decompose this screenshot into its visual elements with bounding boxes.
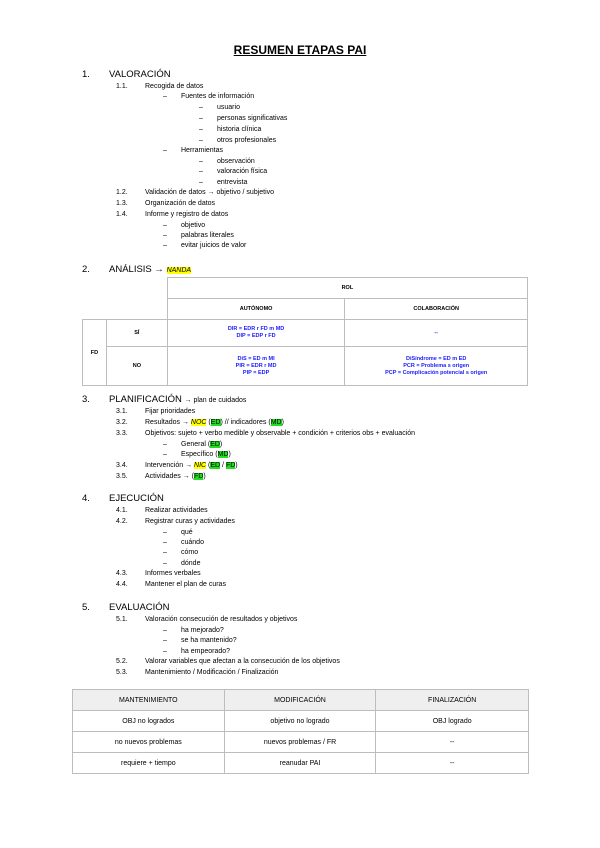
item-5-1-text: Valoración consecución de resultados y objetivos (145, 616, 298, 623)
bullet-dash: – (163, 637, 167, 644)
table-cell: OBJ logrado (376, 711, 529, 732)
nanda-highlight: NANDA (166, 267, 192, 274)
bullet-dash: – (163, 648, 167, 655)
item-1-3-number: 1.3. (116, 200, 128, 207)
bullet-dash: – (199, 137, 203, 144)
list-item: otros profesionales (217, 137, 277, 144)
section-5-title: EVALUACIÓN (109, 602, 170, 613)
table-cell: -- (376, 753, 529, 774)
text-segment: General ( (181, 441, 211, 448)
bullet-dash: – (163, 147, 167, 154)
noc-highlight: NOC (190, 419, 207, 426)
diagnosis-line: DiS = ED m MI (237, 355, 275, 362)
section-2-title-text: ANÁLISIS → (109, 264, 164, 275)
finalizacion-header: FINALIZACIÓN (376, 690, 529, 711)
herramientas-label: Herramientas (181, 147, 224, 154)
table-row (73, 732, 529, 753)
list-item: ha empeorado? (181, 648, 231, 655)
no-colaboracion-cell (345, 347, 528, 386)
md-highlight: MD (270, 419, 282, 426)
bullet-dash: – (163, 93, 167, 100)
item-1-1-number: 1.1. (116, 83, 128, 90)
bullet-dash: – (163, 232, 167, 239)
diagnosis-line: PCP = Complicación potencial s origen (385, 369, 488, 376)
item-3-4-number: 3.4. (116, 462, 128, 469)
item-5-3-number: 5.3. (116, 669, 128, 676)
bullet-dash: – (163, 549, 167, 556)
text-segment: ( (206, 462, 211, 469)
diagnosis-line: PIR = EDR r MD (235, 362, 277, 369)
si-header: SÍ (106, 320, 167, 347)
item-4-3-number: 4.3. (116, 570, 128, 577)
item-3-3-number: 3.3. (116, 430, 128, 437)
text-segment: ) (235, 462, 238, 469)
item-3-5-text (145, 473, 206, 480)
text-segment: ) (228, 451, 231, 458)
nic-highlight: NIC (194, 462, 207, 469)
table-cell: reanudar PAI (224, 753, 376, 774)
bullet-dash: – (199, 104, 203, 111)
item-3-2-number: 3.2. (116, 419, 128, 426)
item-3-3-text: Objetivos: sujeto + verbo medible y observable + condición + criterios obs + evaluación (145, 430, 416, 437)
bullet-dash: – (163, 539, 167, 546)
list-item: entrevista (217, 179, 248, 186)
rol-header: ROL (167, 278, 527, 299)
table-cell: objetivo no logrado (224, 711, 376, 732)
bullet-dash: – (199, 115, 203, 122)
diagnosis-line: PCR = Problema s origen (403, 362, 470, 369)
list-item: cuándo (181, 539, 204, 546)
fuentes-label: Fuentes de información (181, 93, 255, 100)
modificacion-header: MODIFICACIÓN (224, 690, 376, 711)
diagnosis-line: DIR = EDR r FD m MD (227, 326, 285, 332)
item-3-2-text (145, 419, 284, 426)
list-item: historia clínica (217, 126, 262, 133)
text-segment: ) (203, 473, 206, 480)
ed-highlight: ED (210, 419, 221, 426)
bullet-dash: – (163, 222, 167, 229)
section-2-number: 2. (82, 264, 90, 275)
diagnosis-line: PIP = EDP (242, 369, 270, 376)
bullet-dash: – (199, 179, 203, 186)
section-4-title: EJECUCIÓN (109, 493, 164, 504)
bullet-dash: – (199, 126, 203, 133)
text-segment: ) (281, 419, 284, 426)
item-4-4-text: Mantener el plan de curas (145, 581, 226, 588)
section-2-title (109, 264, 191, 275)
item-3-1-number: 3.1. (116, 408, 128, 415)
mantenimiento-header: MANTENIMIENTO (73, 690, 225, 711)
table-row (73, 711, 529, 732)
list-item: ha mejorado? (181, 627, 224, 634)
list-item: valoración física (217, 168, 268, 175)
text-segment: / (220, 462, 226, 469)
autonomo-header: AUTÓNOMO (167, 299, 345, 320)
md-highlight: MD (217, 451, 229, 458)
list-item: dónde (181, 560, 201, 567)
text-segment: Intervención → (145, 462, 195, 469)
item-4-2-text: Registrar curas y actividades (145, 518, 235, 525)
section-1-number: 1. (82, 69, 90, 80)
item-5-1-number: 5.1. (116, 616, 128, 623)
ed-highlight: ED (210, 441, 220, 448)
item-5-2-number: 5.2. (116, 658, 128, 665)
text-segment: ( (206, 419, 211, 426)
section-5-number: 5. (82, 602, 90, 613)
item-1-1-text: Recogida de datos (145, 83, 204, 90)
bullet-dash: – (163, 242, 167, 249)
no-header: NO (106, 347, 167, 386)
page-title: RESUMEN ETAPAS PAI (233, 43, 367, 57)
section-3-number: 3. (82, 394, 90, 405)
outcome-table (72, 689, 529, 774)
colaboracion-header: COLABORACIÓN (345, 299, 528, 320)
section-1-title: VALORACIÓN (109, 69, 171, 80)
text-segment: Específico ( (181, 451, 218, 458)
table-empty-corner (83, 278, 168, 299)
item-3-1-text: Fijar prioridades (145, 408, 196, 415)
no-autonomo-cell (167, 347, 345, 386)
text-segment: Actividades → ( (145, 473, 195, 480)
section-3-title (109, 394, 246, 405)
bullet-dash: – (199, 168, 203, 175)
diagnosis-line: DIP = EDP r FD (236, 333, 276, 339)
item-4-4-number: 4.4. (116, 581, 128, 588)
bullet-dash: – (163, 560, 167, 567)
fd-highlight: FD (194, 473, 204, 480)
list-item: palabras literales (181, 232, 234, 239)
item-3-4-text (145, 462, 238, 469)
item-1-4-text: Informe y registro de datos (145, 211, 229, 218)
general-item (181, 441, 222, 448)
diagnosis-line: DiSíndrome = ED m ED (406, 355, 467, 362)
table-row (73, 753, 529, 774)
item-4-1-text: Realizar actividades (145, 507, 208, 514)
list-item: objetivo (181, 222, 206, 229)
item-3-5-number: 3.5. (116, 473, 128, 480)
list-item: se ha mantenido? (181, 637, 237, 644)
bullet-dash: – (163, 529, 167, 536)
section-3-title-suffix: → plan de cuidados (184, 397, 247, 404)
item-1-4-number: 1.4. (116, 211, 128, 218)
si-colaboracion-cell: -- (345, 320, 528, 347)
especifico-item (181, 451, 231, 458)
fd-header: FD (83, 320, 107, 386)
item-5-2-text: Valorar variables que afectan a la consecución de los objetivos (145, 658, 340, 665)
bullet-dash: – (199, 158, 203, 165)
table-cell: OBJ no logrados (73, 711, 225, 732)
bullet-dash: – (163, 441, 167, 448)
fd-highlight: FD (225, 462, 236, 469)
text-segment: ) // indicadores ( (220, 419, 271, 426)
item-1-3-text: Organización de datos (145, 200, 216, 207)
ed-highlight: ED (210, 462, 221, 469)
table-cell: no nuevos problemas (73, 732, 225, 753)
item-4-1-number: 4.1. (116, 507, 128, 514)
analysis-table (82, 277, 528, 386)
list-item: qué (181, 529, 193, 536)
section-4-number: 4. (82, 493, 90, 504)
bullet-dash: – (163, 451, 167, 458)
table-cell: requiere + tiempo (73, 753, 225, 774)
table-cell: -- (376, 732, 529, 753)
list-item: personas significativas (217, 115, 288, 122)
text-segment: Resultados → (145, 419, 191, 426)
item-4-3-text: Informes verbales (145, 570, 201, 577)
item-1-2-number: 1.2. (116, 189, 128, 196)
list-item: observación (217, 158, 255, 165)
list-item: cómo (181, 549, 199, 556)
item-1-2-text: Validación de datos → objetivo / subjetivo (145, 189, 275, 196)
list-item: usuario (217, 104, 240, 111)
item-5-3-text: Mantenimiento / Modificación / Finalización (145, 669, 279, 676)
table-cell: nuevos problemas / FR (224, 732, 376, 753)
si-autonomo-cell (167, 320, 345, 347)
item-4-2-number: 4.2. (116, 518, 128, 525)
table-empty-corner (83, 299, 168, 320)
text-segment: ) (219, 441, 223, 448)
list-item: evitar juicios de valor (181, 242, 247, 249)
bullet-dash: – (163, 627, 167, 634)
section-3-title-text: PLANIFICACIÓN (109, 394, 182, 405)
